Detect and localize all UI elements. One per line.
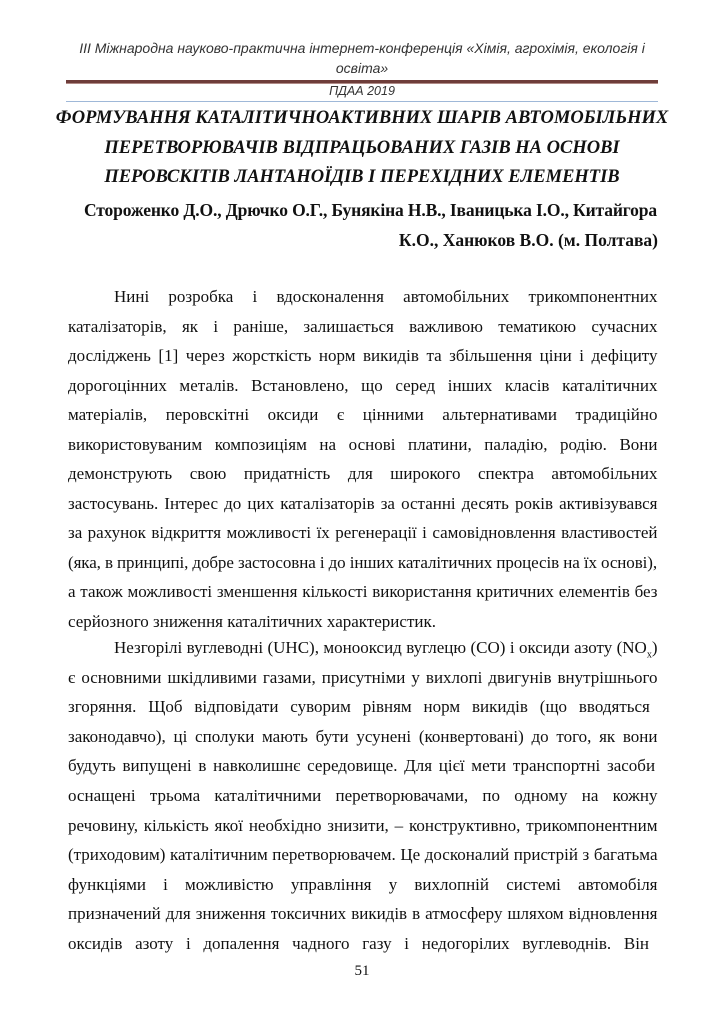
subscript: x — [646, 649, 652, 661]
paragraph-line: каталізаторів, як і раніше, залишається важливою тематикою сучасних — [68, 316, 658, 336]
paragraph-line: оксидів азоту і допалення чадного газу і недогорілих вуглеводнів. Він — [68, 934, 650, 953]
paragraph-line: матеріалів, перовскітні оксиди є цінними альтернативами традиційно — [68, 405, 658, 424]
paragraph-line: дорогоцінних металів. Встановлено, що серед інших класів каталітичних — [68, 375, 658, 395]
line-text: ) — [651, 638, 658, 657]
paragraph-line: за рахунок відкриття можливості їх регенерації і самовідновлення властивостей — [68, 523, 658, 542]
paragraph-line: є основними шкідливими газами, присутніми у вихлопі двигунів внутрішнього — [68, 667, 658, 687]
paragraph-line: використовуваним композиціям на основі платини, паладію, родію. Вони — [68, 434, 658, 454]
paragraph-line: досліджень [1] через жорсткість норм викидів та збільшення ціни і дефіциту — [68, 346, 658, 365]
paragraph-line: призначений для зниження токсичних викидів в атмосферу шляхом відновлення — [68, 904, 658, 924]
paragraph-line — [114, 637, 658, 659]
title-line: ПЕРЕТВОРЮВАЧІВ ВІДПРАЦЬОВАНИХ ГАЗІВ НА ОСНОВІ — [104, 138, 620, 158]
conference-header-line1: III Міжнародна науково-практична інтернет-конференція «Хімія, агрохімія, екологія і — [79, 40, 645, 56]
paragraph-line: оснащені трьома каталітичними перетворювачами, по одному на кожну — [68, 786, 658, 805]
paragraph-line: серйозного зниження каталітичних характеристик. — [68, 611, 436, 631]
paragraph-line: речовину, кількість якої необхідно знизити, – конструктивно, трикомпонентним — [68, 815, 658, 835]
line-text: Незгорілі вуглеводні (UHC), монооксид вуглецю (CO) і оксиди азоту (NO — [114, 638, 647, 657]
page-number: 51 — [354, 963, 370, 979]
paragraph-line: застосувань. Інтерес до цих каталізаторів за останні десять років активізувався — [68, 493, 658, 513]
conference-header-line2: освіта» — [335, 60, 389, 76]
title-line: ФОРМУВАННЯ КАТАЛІТИЧНОАКТИВНИХ ШАРІВ АВТОМОБІЛЬНИХ — [55, 108, 669, 128]
paragraph-line: а також можливості зменшення кількості використання критичних елементів без — [68, 582, 658, 601]
paragraph-line: функціями і можливістю управління у вихлопній системі автомобіля — [68, 874, 658, 894]
paragraph-line: законодавчо), ці сполуки мають бути усунені (конвертовані) до того, як вони — [68, 726, 658, 746]
paragraph-line: (триходовим) каталітичним перетворювачем. Це досконалий пристрій з багатьма — [68, 845, 658, 865]
paragraph-line: будуть випущені в навколишнє середовище. Для цієї мети транспортні засоби — [68, 756, 656, 776]
paragraph-line: демонструють свою придатність для широкого спектра автомобільних — [68, 464, 658, 483]
paragraph-line: згоряння. Щоб відповідати суворим рівням норм викидів (що вводяться — [68, 697, 650, 717]
header-divider-thin — [66, 101, 658, 102]
paragraph-line: Нині розробка і вдосконалення автомобільних трикомпонентних — [114, 287, 658, 306]
title-line: ПЕРОВСКІТІВ ЛАНТАНОЇДІВ І ПЕРЕХІДНИХ ЕЛЕМЕНТІВ — [104, 167, 620, 187]
header-org-year: ПДАА 2019 — [329, 84, 395, 98]
authors-line: К.О., Ханюков В.О. (м. Полтава) — [398, 230, 658, 250]
paragraph-line: (яка, в принципі, добре застосовна і до інших каталітичних процесів на їх основі), — [68, 552, 657, 572]
authors-line: Стороженко Д.О., Дрючко О.Г., Бунякіна Н.В., Іваницька І.О., Китайгора — [84, 200, 657, 220]
